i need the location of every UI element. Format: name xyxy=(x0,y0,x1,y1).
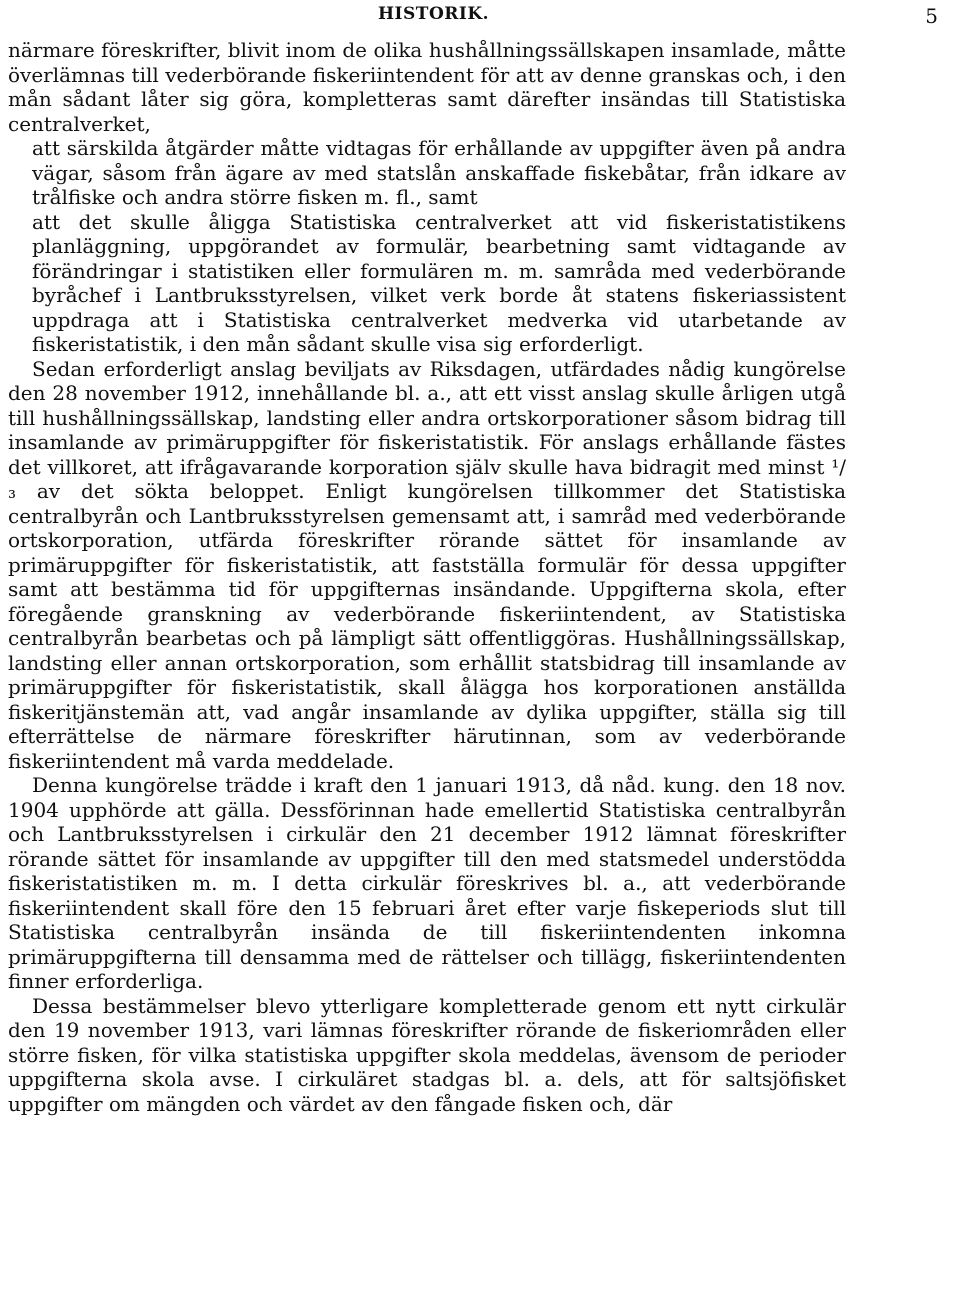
paragraph-continuation: närmare föreskrifter, blivit inom de olika hushållningssällskapen insamlade, måtte överlämnas till vederbörande fiskeriintendent för att av denne granskas och, i den mån sådant låter sig göra, kompletteras samt därefter insändas till Statistiska centralverket, xyxy=(8,38,846,136)
page-number: 5 xyxy=(925,4,938,28)
body-text xyxy=(8,38,846,1116)
paragraph: Sedan erforderligt anslag beviljats av Riksdagen, utfärdades nådig kungörelse den 28 november 1912, innehållande bl. a., att ett visst anslag skulle årligen utgå till hushållningssällskap, landsting eller andra ortskorporationer såsom bidrag till insamlande av primäruppgifter för fiskeristatistik. För anslags erhållande fästes det villkoret, att ifrågavarande korporation själv skulle hava bidragit med minst ¹/₃ av det sökta beloppet. Enligt kungörelsen tillkommer det Statistiska centralbyrån och Lantbruksstyrelsen gemensamt att, i samråd med vederbörande ortskorporation, utfärda föreskrifter rörande sättet för insamlande av primäruppgifter för fiskeristatistik, att fastställa formulär för dessa uppgifter samt att bestämma tid för uppgifternas insändande. Uppgifterna skola, efter föregående granskning av vederbörande fiskeriintendent, av Statistiska centralbyrån bearbetas och på lämpligt sätt offentliggöras. Hushållningssällskap, landsting eller annan ortskorporation, som erhållit statsbidrag till insamlande av primäruppgifter för fiskeristatistik, skall ålägga hos korporationen anställda fiskeritjänstemän att, vad angår insamlande av dylika uppgifter, ställa sig till efterrättelse de närmare föreskrifter härutinnan, som av vederbörande fiskeriintendent må varda meddelade. xyxy=(8,356,846,773)
paragraph: Dessa bestämmelser blevo ytterligare kompletterade genom ett nytt cirkulär den 19 november 1913, vari lämnas föreskrifter rörande de fiskeriområden eller större fisken, för vilka statistiska uppgifter skola meddelas, ävensom de perioder uppgifterna skola avse. I cirkuläret stadgas bl. a. dels, att för saltsjöfisket uppgifter om mängden och värdet av den fångade fisken och, där xyxy=(8,993,846,1116)
page-header xyxy=(0,4,960,28)
paragraph: Denna kungörelse trädde i kraft den 1 januari 1913, då nåd. kung. den 18 nov. 1904 upphörde att gälla. Dessförinnan hade emellertid Statistiska centralbyrån och Lantbruksstyrelsen i cirkulär den 21 december 1912 lämnat föreskrifter rörande sättet för insamlande av uppgifter till den med statsmedel understödda fiskeristatistiken m. m. I detta cirkulär föreskrives bl. a., att vederbörande fiskeriintendent skall före den 15 februari året efter varje fiskeperiods slut till Statistiska centralbyrån insända de till fiskeriintendenten inkomna primäruppgifterna till densamma med de rättelser och tillägg, fiskeriintendenten finner erforderliga. xyxy=(8,773,846,993)
list-item: att det skulle åligga Statistiska centralverket att vid fiskeristatistikens planläggning, uppgörandet av formulär, bearbetning samt vidtagande av förändringar i statistiken eller formulären m. m. samråda med vederbörande byråchef i Lantbruksstyrelsen, vilket verk borde åt statens fiskeriassistent uppdraga att i Statistiska centralverket medverka vid utarbetande av fiskeristatistik, i den mån sådant skulle visa sig erforderligt. xyxy=(32,209,846,356)
running-title: HISTORIK. xyxy=(378,4,490,24)
list-item: att särskilda åtgärder måtte vidtagas för erhållande av uppgifter även på andra vägar, såsom från ägare av med statslån anskaffade fiskebåtar, från idkare av trålfiske och andra större fisken m. fl., samt xyxy=(32,136,846,209)
